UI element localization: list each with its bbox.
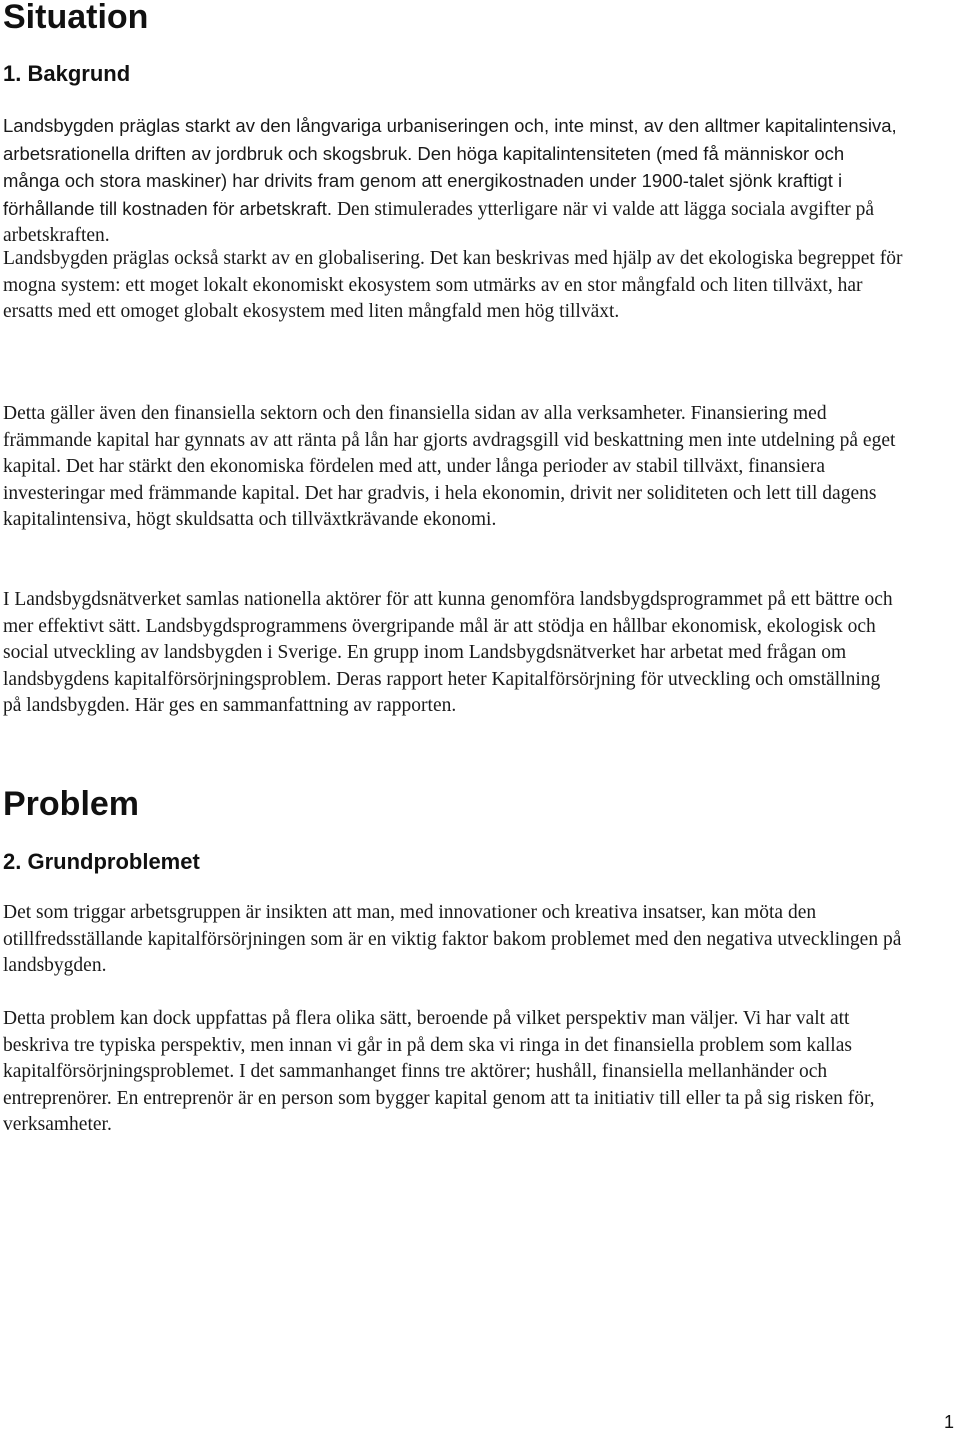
heading-grundproblemet: 2. Grundproblemet	[3, 849, 200, 874]
page-number: 1	[943, 1412, 954, 1432]
heading-problem: Problem	[3, 785, 140, 823]
paragraph-1-sans-part: Landsbygden präglas starkt av den långvariga urbaniseringen och, inte minst, av den alltmer kapitalintensiva, arbetsrationella driften av jordbruk och skogsbruk. Den höga kapitalintensiteten (med få människor och många och stora maskiner) har drivits fram genom att energikostnaden under 1900-talet sjönk kraftigt i förhållande till kostnaden för arbetskraft.	[3, 115, 897, 219]
paragraph-4: I Landsbygdsnätverket samlas nationella aktörer för att kunna genomföra landsbygdsprogrammet på ett bättre och mer effektivt sätt. Landsbygdsprogrammens övergripande mål är att stödja en hållbar ekonomisk, ekologisk och social utveckling av landsbygden i Sverige. En grupp inom Landsbygdsnätverket har arbetat med frågan om landsbygdens kapitalförsörjningsproblem. Deras rapport heter Kapitalförsörjning för utveckling och omställning på landsbygden. Här ges en sammanfattning av rapporten.	[3, 589, 893, 717]
paragraph-1	[3, 113, 903, 250]
paragraph-1-serif-part: Den stimulerades ytterligare när vi valde att lägga sociala avgifter på arbetskraften.	[3, 198, 875, 247]
heading-situation: Situation	[3, 0, 149, 36]
paragraph-5: Det som triggar arbetsgruppen är insikten att man, med innovationer och kreativa insatser, kan möta den otillfredsställande kapitalförsörjningen som är en viktig faktor bakom problemet med den negativa utvecklingen på landsbygden.	[3, 902, 902, 977]
paragraph-2: Landsbygden präglas också starkt av en globalisering. Det kan beskrivas med hjälp av det ekologiska begreppet för mogna system: ett moget lokalt ekonomiskt ekosystem som utmärks av en stor mångfald och liten tillväxt, har ersatts med ett omoget globalt ekosystem med liten mångfald men hög tillväxt.	[3, 248, 903, 323]
paragraph-6: Detta problem kan dock uppfattas på flera olika sätt, beroende på vilket perspektiv man väljer. Vi har valt att beskriva tre typiska perspektiv, men innan vi går in på dem ska vi ringa in det finansiella problem som kallas kapitalförsörjningsproblemet. I det sammanhanget finns tre aktörer; hushåll, finansiella mellanhänder och entreprenörer. En entreprenör är en person som bygger kapital genom att ta initiativ till eller ta på sig risken för, verksamheter.	[3, 1008, 875, 1136]
paragraph-3: Detta gäller även den finansiella sektorn och den finansiella sidan av alla verksamheter. Finansiering med främmande kapital har gynnats av att ränta på lån har gjorts avdragsgill vid beskattning men inte utdelning på eget kapital. Det har stärkt den ekonomiska fördelen med att, under långa perioder av stabil tillväxt, finansiera investeringar med främmande kapital. Det har gradvis, i hela ekonomin, drivit ner soliditeten och lett till dagens kapitalintensiva, högt skuldsatta och tillväxtkrävande ekonomi.	[3, 403, 896, 531]
heading-bakgrund: 1. Bakgrund	[3, 61, 131, 86]
